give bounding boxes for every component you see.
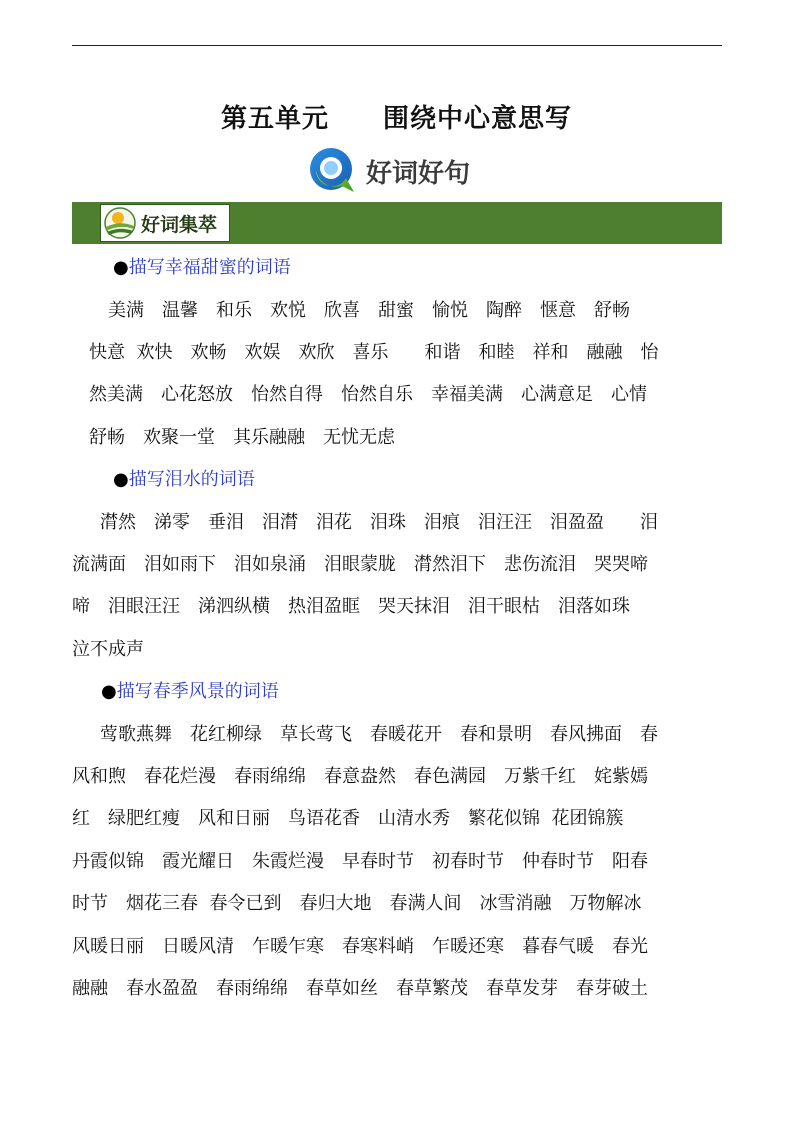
word-line: 流满面 泪如雨下 泪如泉涌 泪眼蒙胧 潸然泪下 悲伤流泪 哭哭啼 — [72, 554, 648, 575]
word-line: 丹霞似锦 霞光耀日 朱霞烂漫 早春时节 初春时节 仲春时节 阳春 — [72, 851, 648, 872]
bullet-icon: ● — [113, 257, 129, 278]
category-heading-tears — [113, 465, 255, 491]
logo-text: 好词好句 — [366, 158, 471, 189]
word-line: 快意 欢快 欢畅 欢娱 欢欣 喜乐 和谐 和睦 祥和 融融 怡 — [89, 342, 659, 363]
bullet-icon: ● — [101, 681, 117, 702]
header-rule — [72, 45, 722, 46]
category-heading-spring — [101, 677, 279, 703]
page-title: 第五单元 围绕中心意思写 — [220, 104, 572, 134]
bullet-icon: ● — [113, 469, 129, 490]
category-heading-text: 描写春季风景的词语 — [116, 681, 279, 702]
word-line: 啼 泪眼汪汪 涕泗纵横 热泪盈眶 哭天抹泪 泪干眼枯 泪落如珠 — [72, 596, 630, 617]
word-line: 融融 春水盈盈 春雨绵绵 春草如丝 春草繁茂 春草发芽 春芽破土 — [72, 978, 648, 999]
category-heading-text: 描写幸福甜蜜的词语 — [128, 257, 291, 278]
section-label: 好词集萃 — [141, 213, 218, 236]
word-line: 红 绿肥红瘦 风和日丽 鸟语花香 山清水秀 繁花似锦 花团锦簇 — [72, 808, 624, 829]
section-badge — [100, 204, 230, 242]
speech-bubble-logo-icon — [308, 146, 358, 196]
word-line: 风和煦 春花烂漫 春雨绵绵 春意盎然 春色满园 万紫千红 姹紫嫣 — [72, 766, 648, 787]
word-line: 风暖日丽 日暖风清 乍暖乍寒 春寒料峭 乍暖还寒 暮春气暖 春光 — [72, 936, 648, 957]
category-heading-text: 描写泪水的词语 — [128, 469, 255, 490]
word-line: 时节 烟花三春 春令已到 春归大地 春满人间 冰雪消融 万物解冰 — [72, 893, 642, 914]
word-line: 然美满 心花怒放 怡然自得 怡然自乐 幸福美满 心满意足 心情 — [89, 384, 647, 405]
category-heading-happiness — [113, 253, 291, 279]
word-line: 莺歌燕舞 花红柳绿 草长莺飞 春暖花开 春和景明 春风拂面 春 — [100, 724, 658, 745]
sun-field-icon — [104, 207, 136, 239]
word-line: 舒畅 欢聚一堂 其乐融融 无忧无虑 — [89, 427, 395, 448]
word-line: 泣不成声 — [72, 639, 144, 660]
word-line: 潸然 涕零 垂泪 泪潸 泪花 泪珠 泪痕 泪汪汪 泪盈盈 泪 — [100, 512, 658, 533]
word-line: 美满 温馨 和乐 欢悦 欣喜 甜蜜 愉悦 陶醉 惬意 舒畅 — [108, 300, 630, 321]
logo — [308, 146, 470, 196]
